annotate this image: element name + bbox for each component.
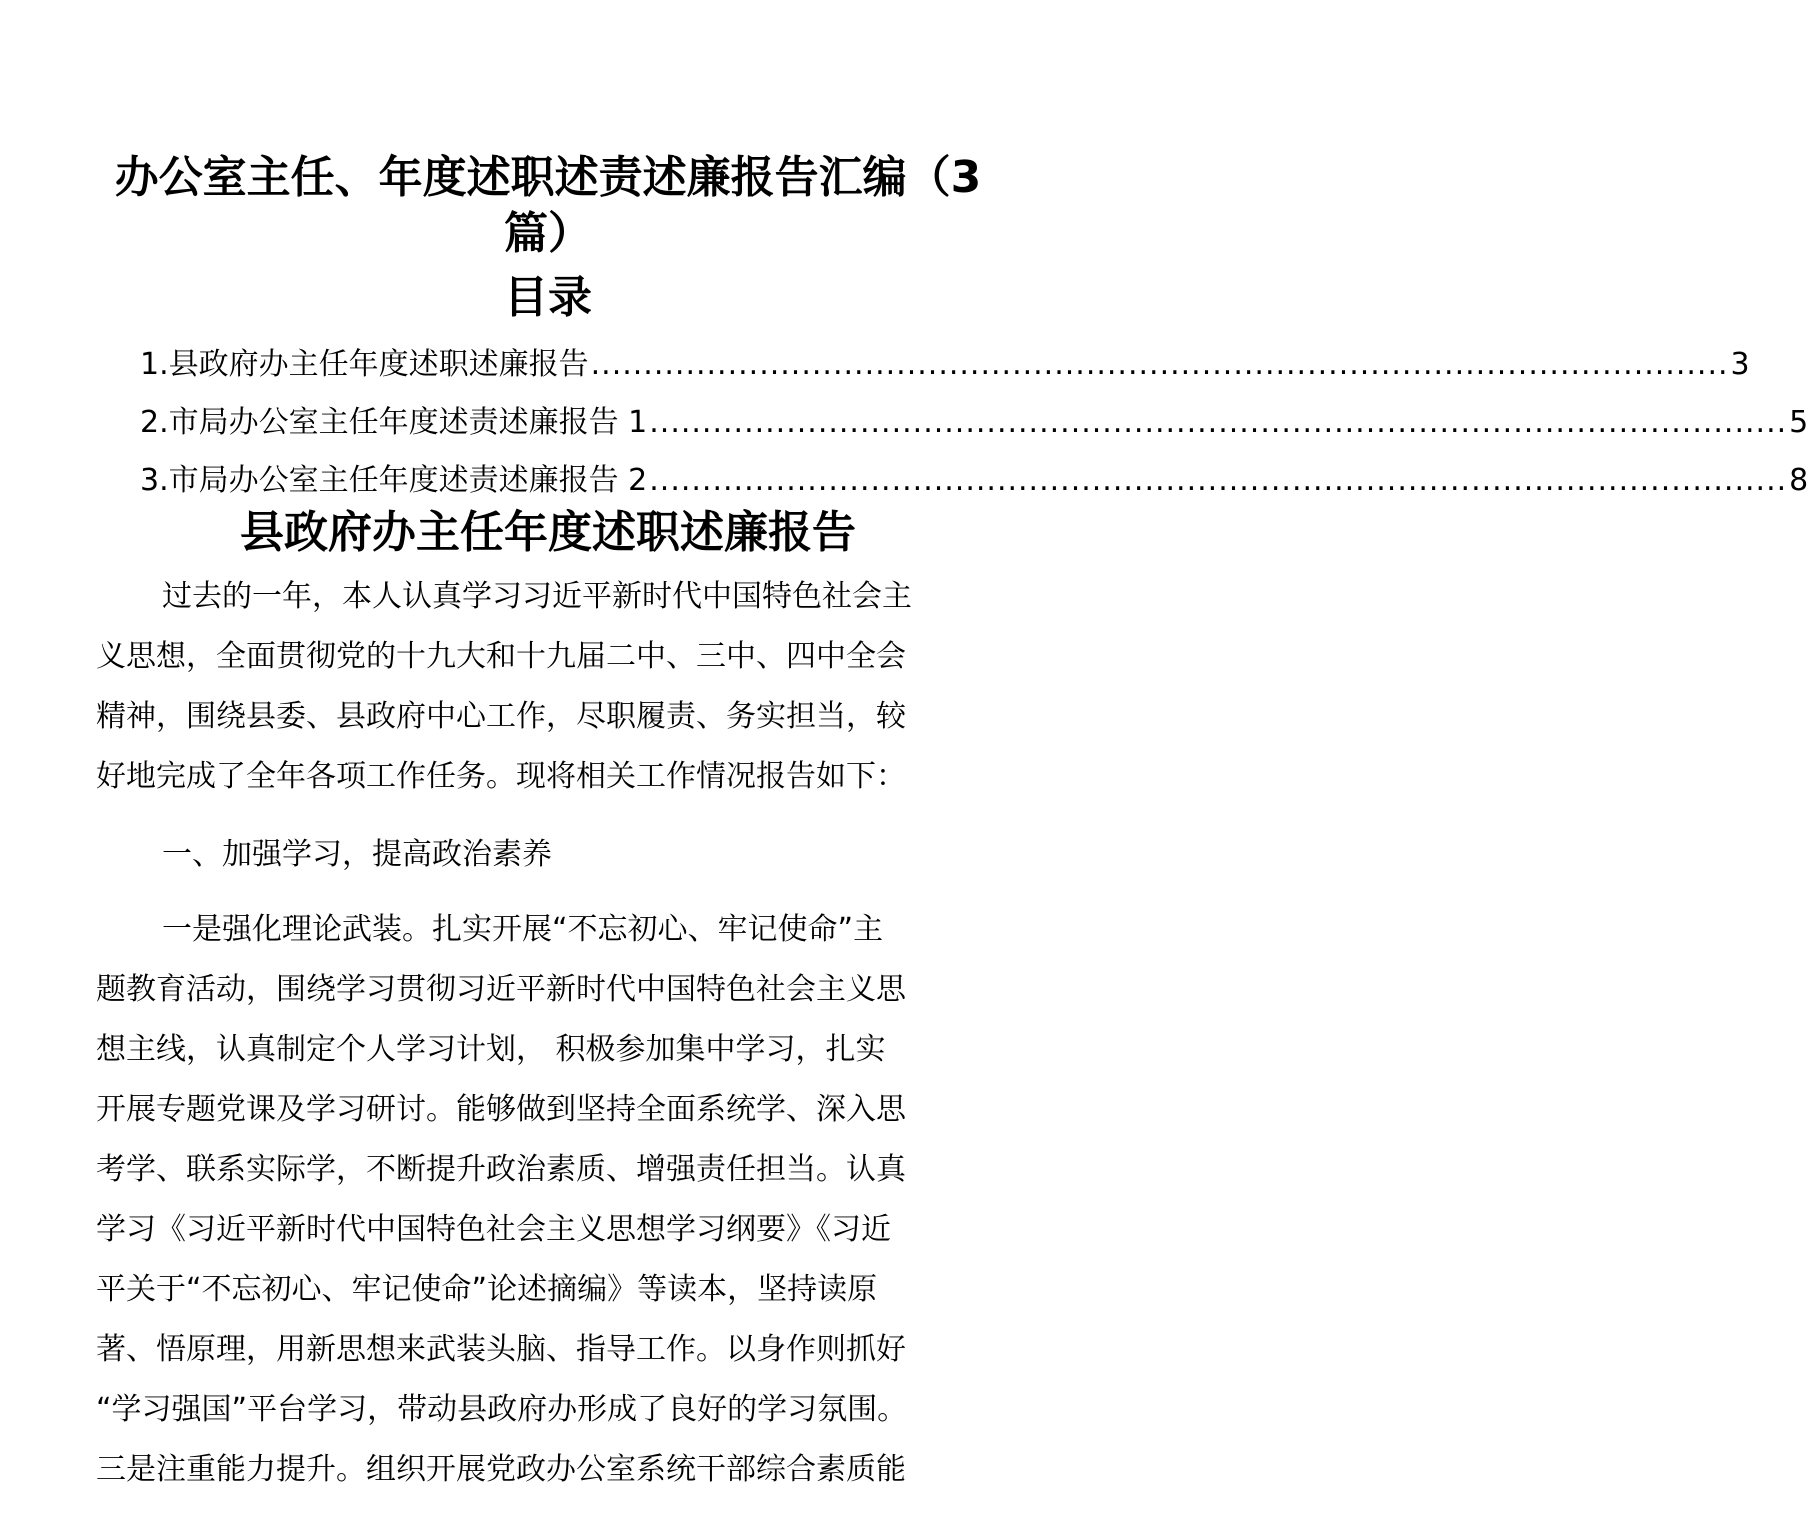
- document-title-line-2: 篇）: [504, 208, 592, 259]
- toc-entry[interactable]: [140, 452, 1808, 510]
- toc-leader-dots: ............................................................................................................: [649, 405, 1788, 440]
- subheading-1: [96, 825, 1016, 885]
- toc-entry-title: 3.市局办公室主任年度述责述廉报告 2: [140, 463, 648, 498]
- toc-heading: 目录: [504, 272, 592, 323]
- paragraph-line: 考学、联系实际学，不断提升政治素质、增强责任担当。认真: [96, 1152, 906, 1187]
- paragraph-line: 过去的一年，本人认真学习习近平新时代中国特色社会主: [162, 579, 912, 614]
- subheading-text: 一、加强学习，提高政治素养: [162, 837, 552, 872]
- document-title: [96, 150, 1000, 262]
- toc-leader-dots: ............................................................................................................: [590, 347, 1729, 382]
- paragraph-line: 好地完成了全年各项工作任务。现将相关工作情况报告如下：: [96, 759, 906, 794]
- toc-entry[interactable]: [140, 336, 1750, 394]
- section-title: 县政府办主任年度述职述廉报告: [240, 507, 856, 558]
- paragraph-line: 著、悟原理，用新思想来武装头脑、指导工作。以身作则抓好: [96, 1332, 906, 1367]
- table-of-contents: [140, 336, 1808, 510]
- paragraph-line: 义思想，全面贯彻党的十九大和十九届二中、三中、四中全会: [96, 639, 906, 674]
- paragraph-line: 平关于“不忘初心、牢记使命”论述摘编》等读本，坚持读原: [96, 1272, 878, 1307]
- study-paragraph: [96, 900, 1016, 1500]
- paragraph-line: “学习强国”平台学习，带动县政府办形成了良好的学习氛围。: [96, 1392, 908, 1427]
- paragraph-line: 三是注重能力提升。组织开展党政办公室系统干部综合素质能: [96, 1452, 906, 1487]
- paragraph-line: 一是强化理论武装。扎实开展“不忘初心、牢记使命”主: [162, 912, 884, 947]
- toc-entry-title: 1.县政府办主任年度述职述廉报告: [140, 347, 589, 382]
- toc-entry[interactable]: [140, 394, 1808, 452]
- toc-entry-page: 8: [1789, 463, 1808, 498]
- paragraph-line: 学习《习近平新时代中国特色社会主义思想学习纲要》《习近: [96, 1212, 891, 1247]
- paragraph-line: 开展专题党课及学习研讨。能够做到坚持全面系统学、深入思: [96, 1092, 906, 1127]
- toc-entry-title: 2.市局办公室主任年度述责述廉报告 1: [140, 405, 648, 440]
- paragraph-line: 精神，围绕县委、县政府中心工作，尽职履责、务实担当，较: [96, 699, 906, 734]
- document-title-line-1: 办公室主任、年度述职述责述廉报告汇编（3: [114, 152, 982, 203]
- toc-entry-page: 5: [1789, 405, 1808, 440]
- intro-paragraph: [96, 567, 1016, 807]
- toc-entry-page: 3: [1730, 347, 1750, 382]
- paragraph-line: 题教育活动，围绕学习贯彻习近平新时代中国特色社会主义思: [96, 972, 906, 1007]
- paragraph-line: 想主线，认真制定个人学习计划， 积极参加集中学习，扎实: [96, 1032, 886, 1067]
- toc-leader-dots: ............................................................................................................: [649, 463, 1788, 498]
